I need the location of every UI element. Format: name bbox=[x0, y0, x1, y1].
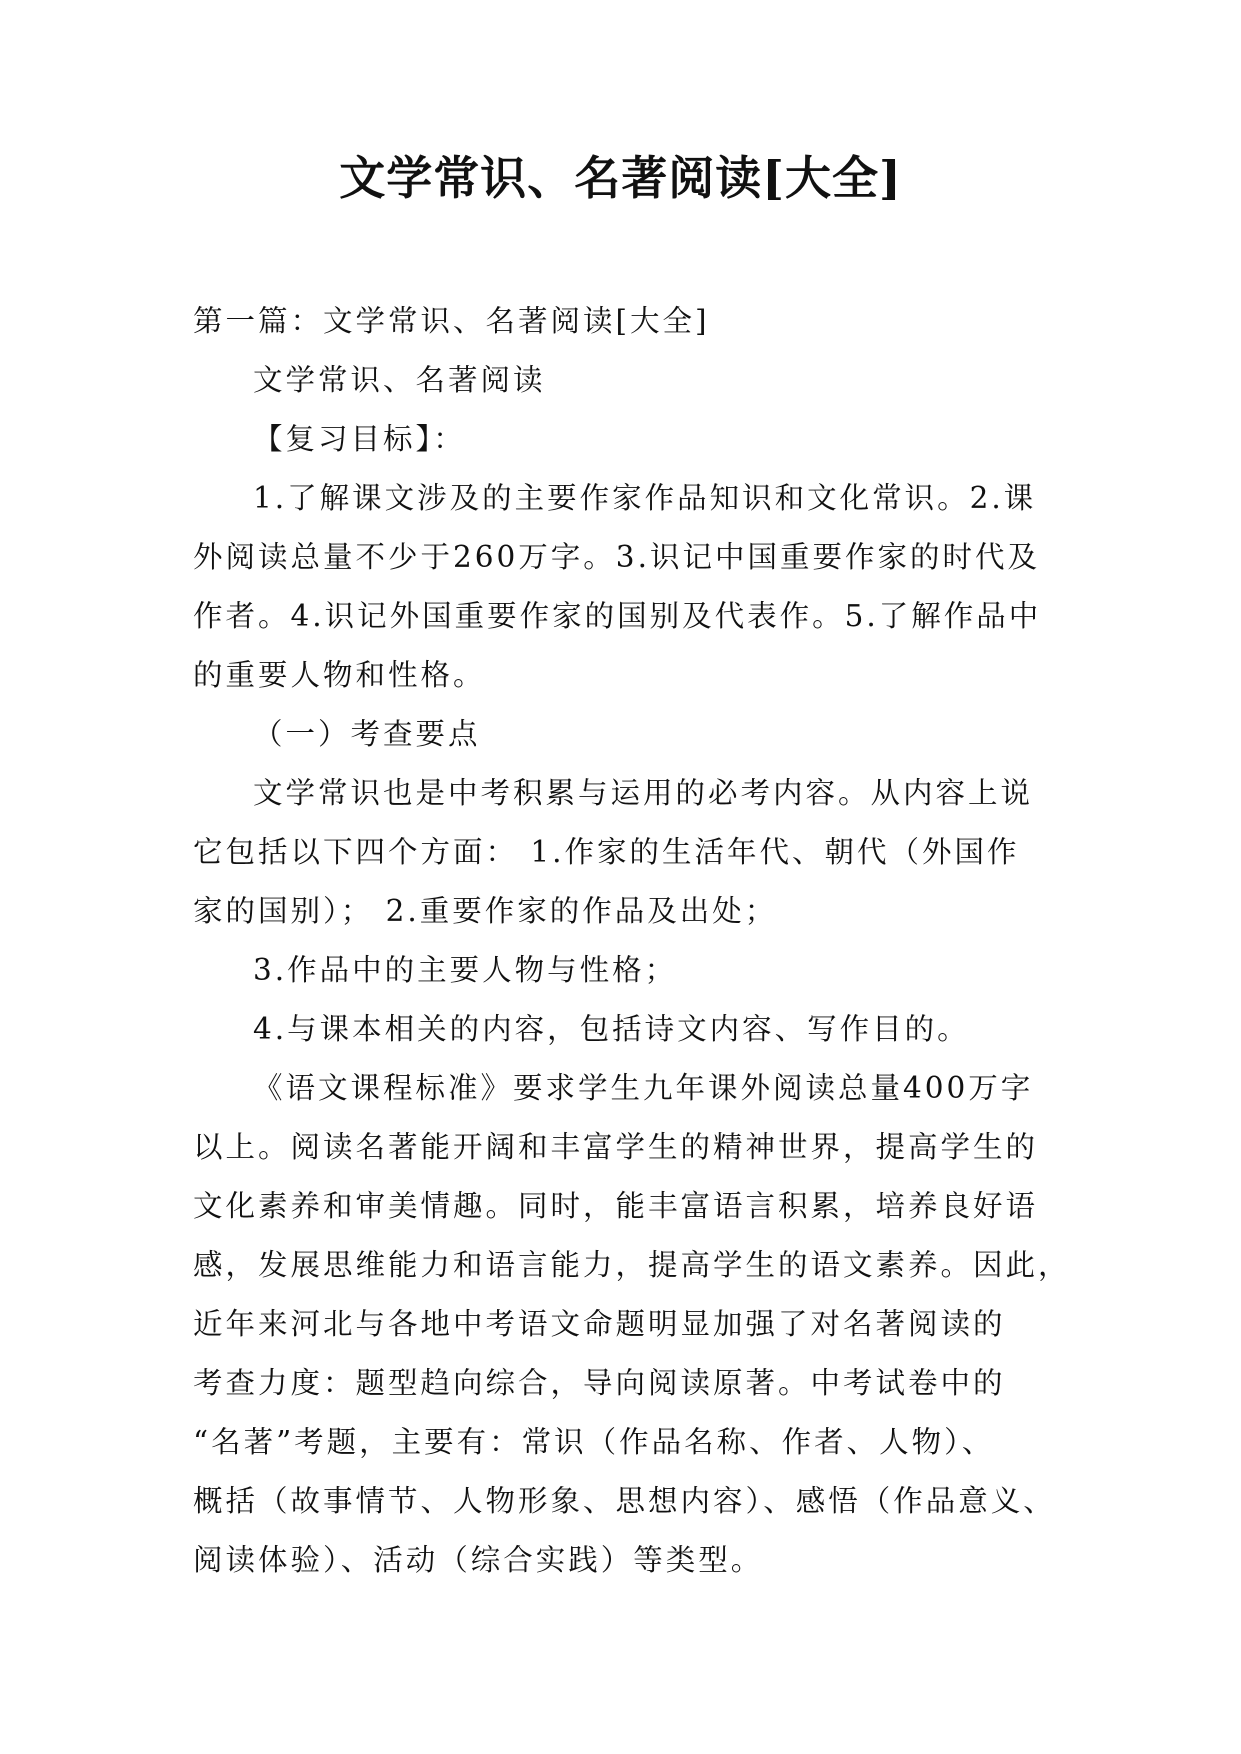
text-line: 概括（故事情节、人物形象、思想内容）、感悟（作品意义、 bbox=[193, 1484, 1056, 1518]
paragraph bbox=[193, 410, 1059, 469]
text-line: 1.了解课文涉及的主要作家作品知识和文化常识。2.课 bbox=[253, 481, 1037, 515]
paragraph bbox=[193, 705, 1059, 764]
document-title: 文学常识、名著阅读[大全] bbox=[339, 151, 902, 205]
text-line: 考查力度：题型趋向综合，导向阅读原著。中考试卷中的 bbox=[193, 1366, 1006, 1400]
text-line: 4.与课本相关的内容，包括诗文内容、写作目的。 bbox=[253, 1012, 970, 1046]
paragraph bbox=[193, 941, 1059, 1000]
text-line: 文化素养和审美情趣。同时，能丰富语言积累，培养良好语 bbox=[193, 1189, 1039, 1223]
paragraph bbox=[193, 351, 1059, 410]
text-line: 的重要人物和性格。 bbox=[193, 658, 486, 692]
paragraph bbox=[193, 764, 1059, 941]
paragraph bbox=[193, 469, 1059, 705]
paragraph bbox=[193, 292, 1059, 351]
text-line: 家的国别）； 2.重要作家的作品及出处； bbox=[193, 894, 778, 928]
text-line: 感，发展思维能力和语言能力，提高学生的语文素养。因此， bbox=[193, 1248, 1071, 1282]
text-line: 以上。阅读名著能开阔和丰富学生的精神世界，提高学生的 bbox=[193, 1130, 1039, 1164]
text-line: “名著”考题，主要有：常识（作品名称、作者、人物）、 bbox=[193, 1425, 995, 1459]
text-line: 【复习目标】： bbox=[253, 422, 466, 456]
text-line: （一）考查要点 bbox=[253, 717, 481, 751]
text-line: 近年来河北与各地中考语文命题明显加强了对名著阅读的 bbox=[193, 1307, 1006, 1341]
text-line: 外阅读总量不少于260万字。3.识记中国重要作家的时代及 bbox=[193, 540, 1040, 574]
paragraph bbox=[193, 1000, 1059, 1059]
text-line: 文学常识也是中考积累与运用的必考内容。从内容上说 bbox=[253, 776, 1034, 810]
text-line: 阅读体验）、活动（综合实践）等类型。 bbox=[193, 1543, 764, 1577]
text-line: 它包括以下四个方面： 1.作家的生活年代、朝代（外国作 bbox=[193, 835, 1020, 869]
paragraph bbox=[193, 1059, 1071, 1590]
text-line: 《语文课程标准》要求学生九年课外阅读总量400万字 bbox=[253, 1071, 1034, 1105]
text-line: 第一篇：文学常识、名著阅读[大全] bbox=[193, 304, 710, 338]
text-line: 3.作品中的主要人物与性格； bbox=[253, 953, 678, 987]
document-body bbox=[193, 292, 1071, 1590]
text-line: 作者。4.识记外国重要作家的国别及代表作。5.了解作品中 bbox=[193, 599, 1042, 633]
text-line: 文学常识、名著阅读 bbox=[253, 363, 546, 397]
